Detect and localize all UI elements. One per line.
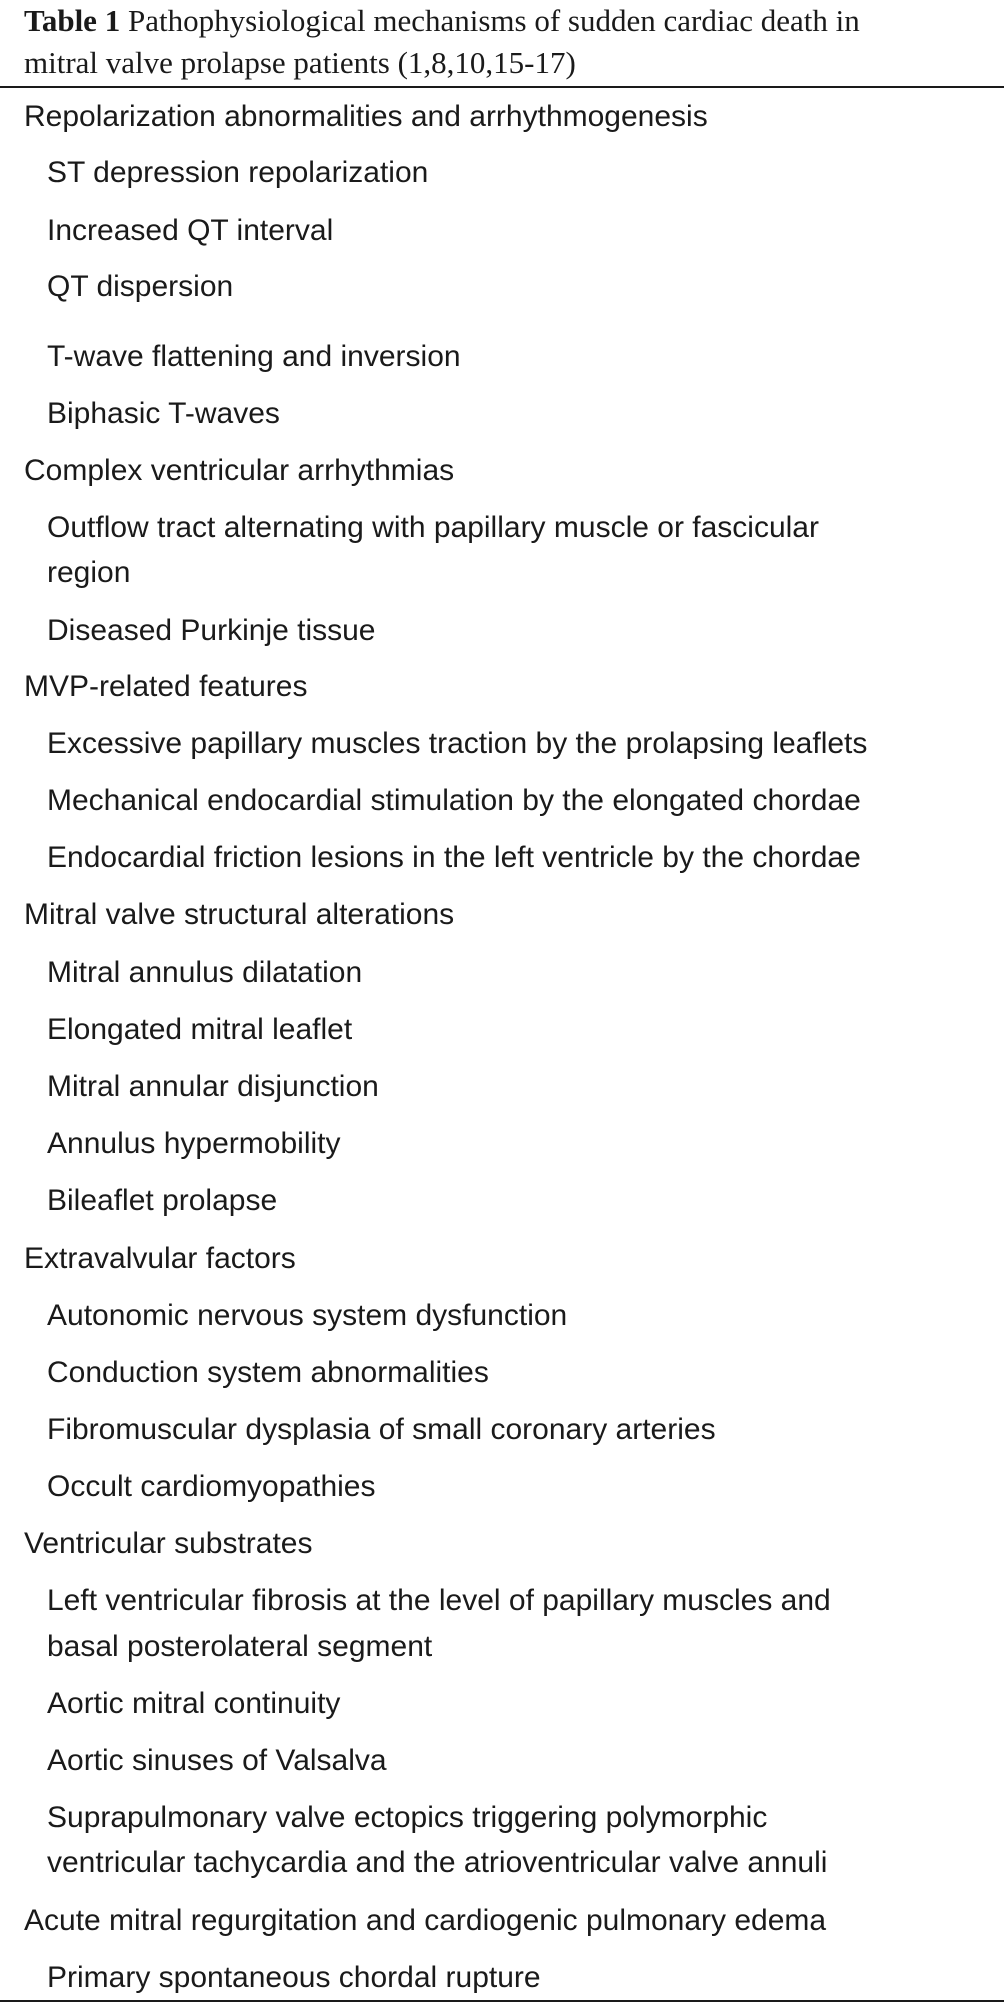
table-caption-label: Table 1 [24,3,121,38]
table-caption [24,0,984,84]
table-category-row: Repolarization abnormalities and arrhythmogenesis [24,100,708,133]
table-caption-text: Pathophysiological mechanisms of sudden cardiac death in [120,3,860,38]
table-item-row: Fibromuscular dysplasia of small coronary arteries [47,1413,716,1446]
table-item-row: Annulus hypermobility [47,1127,341,1160]
table-item-row: Endocardial friction lesions in the left ventricle by the chordae [47,841,861,874]
table-item-row: Conduction system abnormalities [47,1356,489,1389]
table-item-row: Suprapulmonary valve ectopics triggering polymorphic [47,1801,768,1834]
table-caption-text-line2: mitral valve prolapse patients (1,8,10,15-17) [24,45,576,80]
table-item-row: Increased QT interval [47,214,334,247]
table-category-row: Acute mitral regurgitation and cardiogenic pulmonary edema [24,1904,827,1937]
table-item-row: Occult cardiomyopathies [47,1470,376,1503]
table-item-row: Mitral annular disjunction [47,1070,379,1103]
table-item-row: Mechanical endocardial stimulation by the elongated chordae [47,784,861,817]
table-item-row: Bileaflet prolapse [47,1184,278,1217]
table-category-row: Ventricular substrates [24,1527,313,1560]
table-item-row: Elongated mitral leaflet [47,1013,353,1046]
table-category-row: Mitral valve structural alterations [24,898,455,931]
table-category-row: Complex ventricular arrhythmias [24,454,455,487]
table-item-row: Aortic sinuses of Valsalva [47,1744,387,1777]
table-item-row: region [47,556,131,589]
table-item-row: Aortic mitral continuity [47,1687,341,1720]
table-item-row: Primary spontaneous chordal rupture [47,1961,541,1994]
table-item-row: Left ventricular fibrosis at the level of papillary muscles and [47,1584,831,1617]
table-item-row: ST depression repolarization [47,156,429,189]
table-item-row: basal posterolateral segment [47,1630,433,1663]
table-item-row: Mitral annulus dilatation [47,956,363,989]
table-bottom-rule [0,2000,1004,2002]
table-item-row: Autonomic nervous system dysfunction [47,1299,568,1332]
table-item-row: Excessive papillary muscles traction by the prolapsing leaflets [47,727,868,760]
table-item-row: ventricular tachycardia and the atrioventricular valve annuli [47,1846,828,1879]
table-item-row: Biphasic T-waves [47,397,280,430]
table-item-row: T-wave flattening and inversion [47,340,461,373]
table-item-row: QT dispersion [47,270,234,303]
table-item-row: Outflow tract alternating with papillary muscle or fascicular [47,511,819,544]
table-category-row: Extravalvular factors [24,1242,296,1275]
table-top-rule [0,86,1004,88]
table-category-row: MVP-related features [24,670,308,703]
table-item-row: Diseased Purkinje tissue [47,614,376,647]
